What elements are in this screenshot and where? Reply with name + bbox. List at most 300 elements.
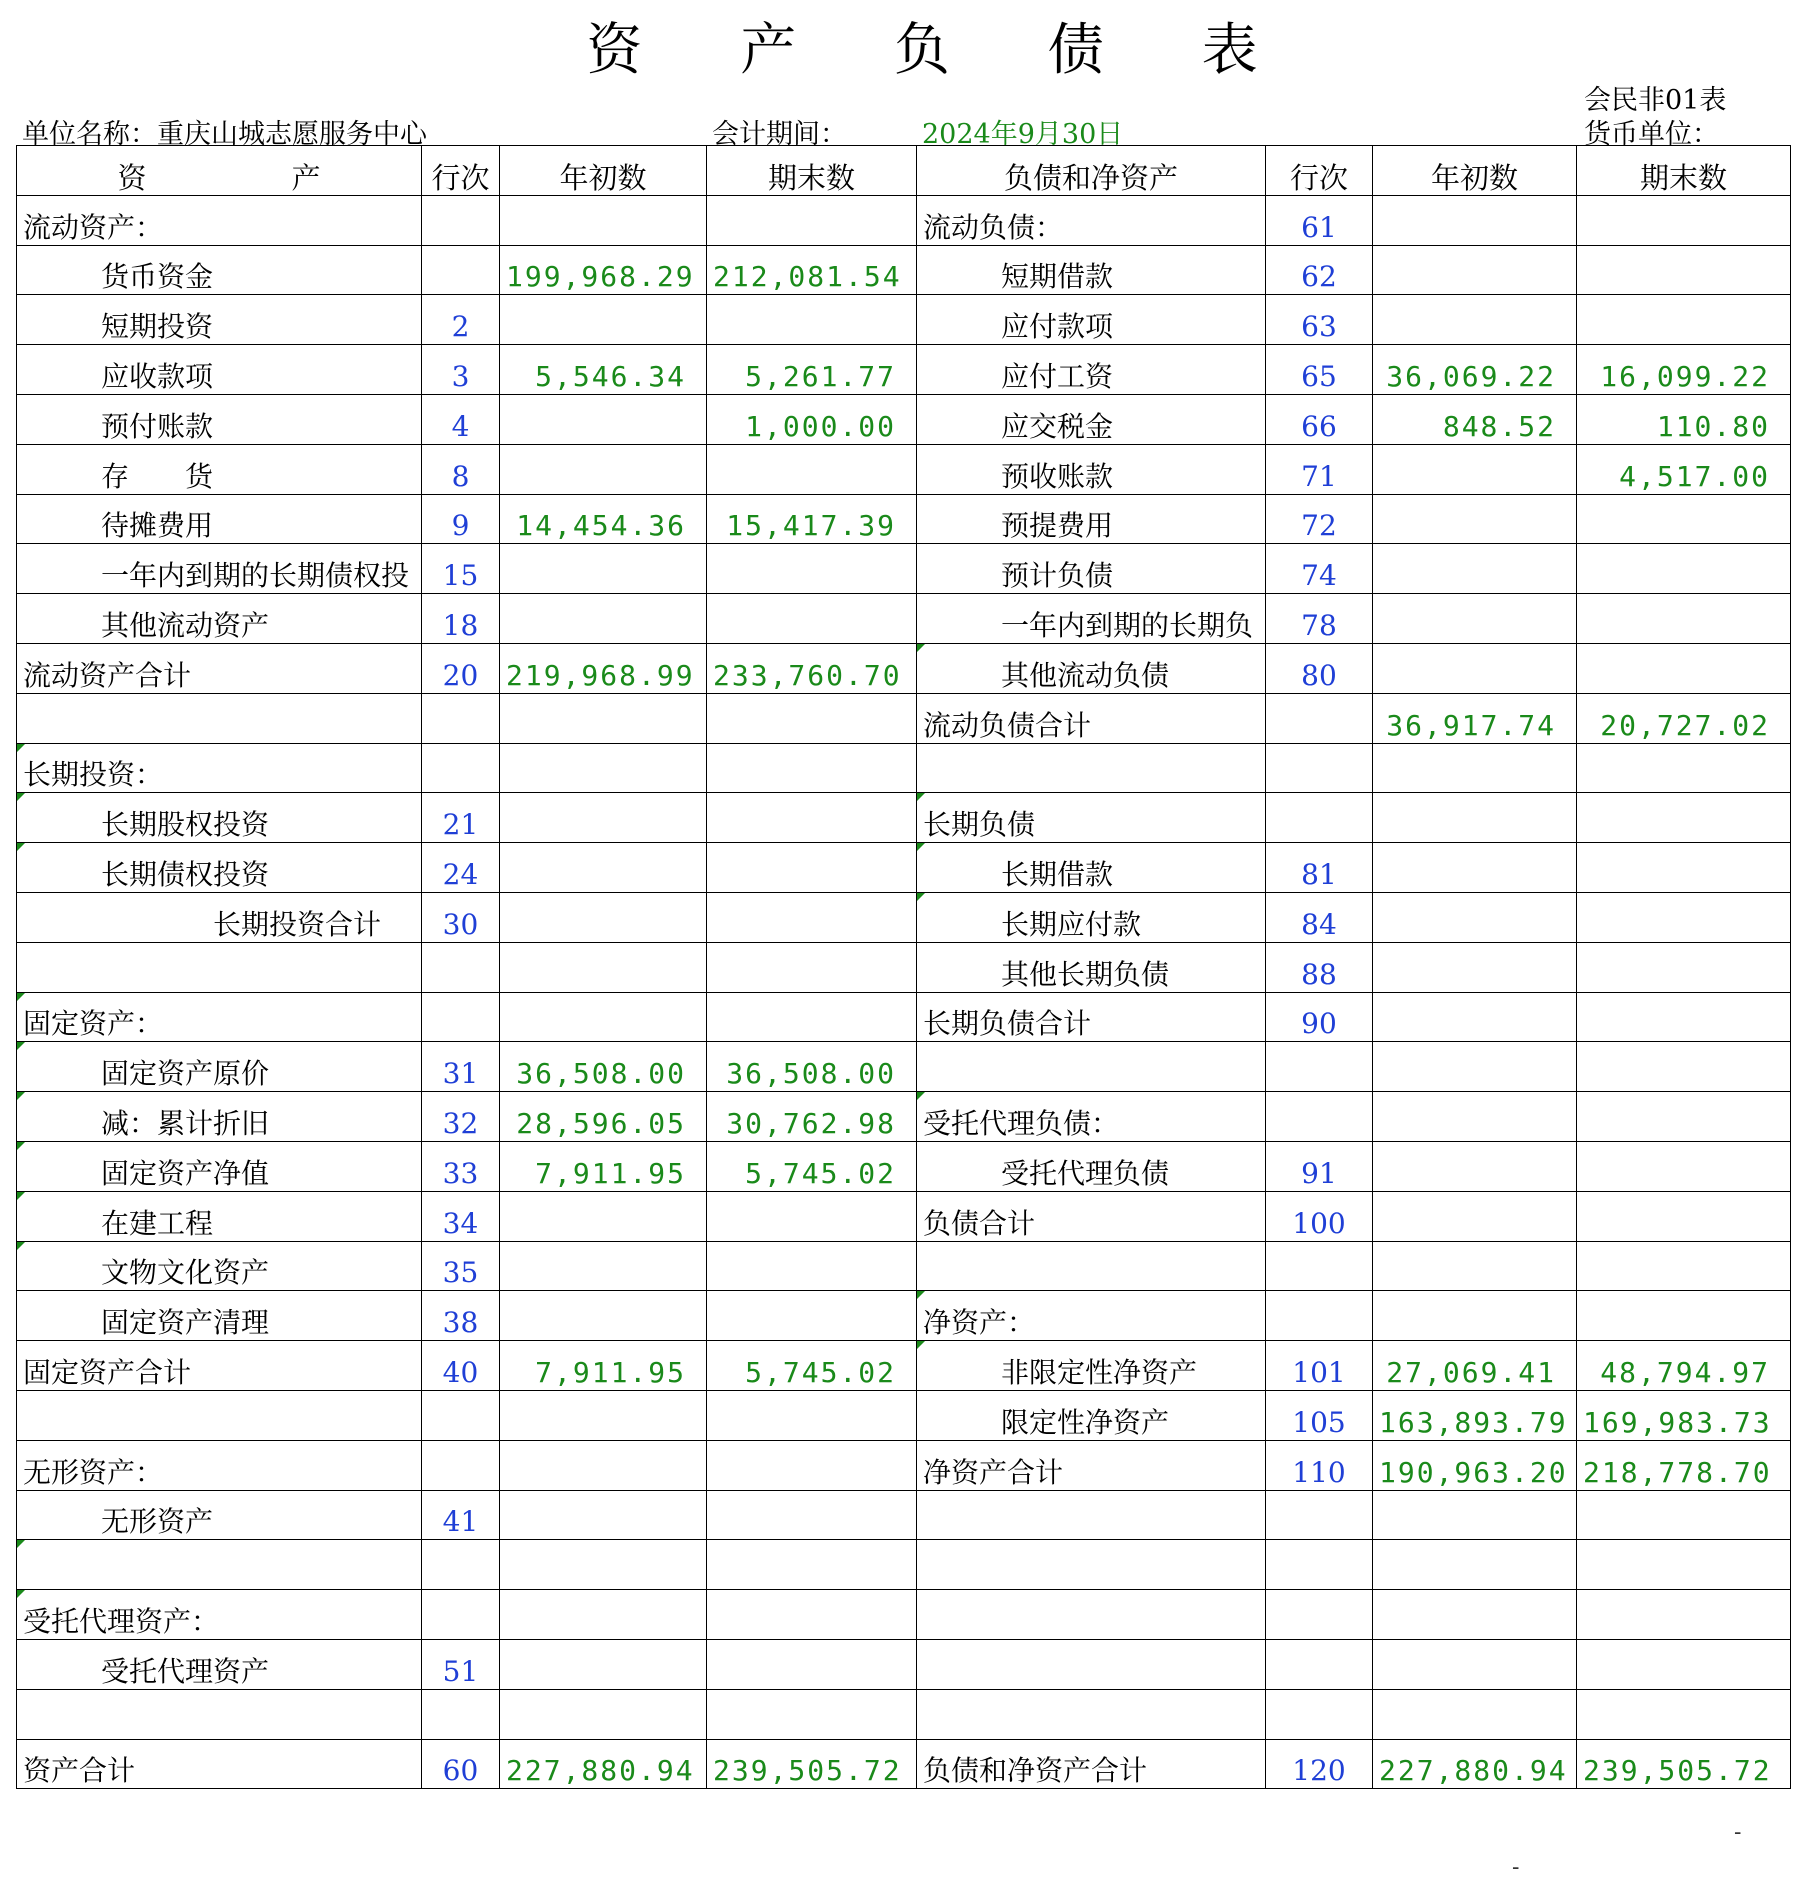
- asset-end: [707, 843, 917, 893]
- liability-begin: 190,963.20: [1373, 1440, 1577, 1490]
- liability-begin: [1373, 843, 1577, 893]
- asset-item: [17, 1540, 422, 1590]
- asset-end: [707, 693, 917, 743]
- liability-begin: [1373, 1590, 1577, 1640]
- liability-row-no: [1266, 1241, 1373, 1291]
- liability-row-no: [1266, 693, 1373, 743]
- liability-begin: [1373, 245, 1577, 295]
- table-row: [17, 643, 1791, 693]
- liability-end: 4,517.00: [1577, 444, 1791, 494]
- asset-end: [707, 793, 917, 843]
- liability-row-no: [1266, 793, 1373, 843]
- asset-row-no: 18: [422, 594, 500, 644]
- table-row: [17, 1191, 1791, 1241]
- liability-end: [1577, 1291, 1791, 1341]
- asset-end: [707, 1590, 917, 1640]
- asset-begin: [500, 594, 707, 644]
- asset-row-no: 30: [422, 892, 500, 942]
- asset-row-no: 20: [422, 643, 500, 693]
- asset-row-no: [422, 942, 500, 992]
- liability-end: [1577, 992, 1791, 1042]
- liability-begin: [1373, 992, 1577, 1042]
- liability-row-no: 110: [1266, 1440, 1373, 1490]
- asset-begin: [500, 544, 707, 594]
- asset-begin: 7,911.95: [500, 1341, 707, 1391]
- liability-begin: [1373, 494, 1577, 544]
- liability-begin: [1373, 1291, 1577, 1341]
- liability-row-no: [1266, 743, 1373, 793]
- table-row: [17, 793, 1791, 843]
- table-row: [17, 394, 1791, 444]
- liability-row-no: 90: [1266, 992, 1373, 1042]
- asset-row-no: 32: [422, 1092, 500, 1142]
- liability-begin: 36,917.74: [1373, 693, 1577, 743]
- liability-row-no: 80: [1266, 643, 1373, 693]
- asset-row-no: [422, 1590, 500, 1640]
- table-row: [17, 1540, 1791, 1590]
- asset-end: [707, 1689, 917, 1739]
- asset-row-no: [422, 693, 500, 743]
- asset-row-no: 35: [422, 1241, 500, 1291]
- liability-end: [1577, 743, 1791, 793]
- asset-begin: [500, 195, 707, 245]
- liability-begin: 848.52: [1373, 394, 1577, 444]
- table-row: [17, 1241, 1791, 1291]
- table-row: [17, 892, 1791, 942]
- asset-item: 在建工程: [17, 1191, 422, 1241]
- asset-begin: [500, 743, 707, 793]
- asset-item: 存 货: [17, 444, 422, 494]
- liability-row-no: [1266, 1092, 1373, 1142]
- liability-item: 受托代理负债：: [917, 1092, 1266, 1142]
- asset-begin: 28,596.05: [500, 1092, 707, 1142]
- liability-item: 应付款项: [917, 295, 1266, 345]
- table-row: [17, 245, 1791, 295]
- liability-begin: [1373, 1639, 1577, 1689]
- liability-row-no: 78: [1266, 594, 1373, 644]
- liability-end: [1577, 1689, 1791, 1739]
- asset-row-no: 34: [422, 1191, 500, 1241]
- liability-item: 负债合计: [917, 1191, 1266, 1241]
- asset-end: [707, 444, 917, 494]
- asset-item: 受托代理资产: [17, 1639, 422, 1689]
- period-label: 会计期间：: [712, 119, 847, 150]
- asset-end: 1,000.00: [707, 394, 917, 444]
- liability-begin: [1373, 1490, 1577, 1540]
- liability-item: 应交税金: [917, 394, 1266, 444]
- asset-begin: [500, 1639, 707, 1689]
- liability-end: 48,794.97: [1577, 1341, 1791, 1391]
- asset-begin: [500, 1689, 707, 1739]
- asset-item: 预付账款: [17, 394, 422, 444]
- header-row-no-2: 行次: [1266, 146, 1373, 196]
- header-end-2: 期末数: [1577, 146, 1791, 196]
- asset-begin: [500, 394, 707, 444]
- liability-end: [1577, 1191, 1791, 1241]
- liability-item: 一年内到期的长期负: [917, 594, 1266, 644]
- liability-item: 长期负债: [917, 793, 1266, 843]
- asset-item: 受托代理资产：: [17, 1590, 422, 1640]
- asset-begin: [500, 1241, 707, 1291]
- asset-item: 流动资产合计: [17, 643, 422, 693]
- table-row: [17, 1092, 1791, 1142]
- asset-item: 长期股权投资: [17, 793, 422, 843]
- liability-end: 239,505.72: [1577, 1739, 1791, 1789]
- liability-row-no: 120: [1266, 1739, 1373, 1789]
- liability-row-no: [1266, 1042, 1373, 1092]
- liability-begin: [1373, 594, 1577, 644]
- liability-item: 短期借款: [917, 245, 1266, 295]
- liability-end: [1577, 942, 1791, 992]
- table-row: [17, 1689, 1791, 1739]
- asset-begin: 219,968.99: [500, 643, 707, 693]
- asset-item: 长期投资：: [17, 743, 422, 793]
- asset-begin: [500, 1440, 707, 1490]
- liability-row-no: 66: [1266, 394, 1373, 444]
- asset-row-no: 2: [422, 295, 500, 345]
- asset-begin: 7,911.95: [500, 1141, 707, 1191]
- table-row: [17, 1440, 1791, 1490]
- asset-end: [707, 992, 917, 1042]
- asset-row-no: [422, 245, 500, 295]
- table-row: [17, 743, 1791, 793]
- asset-row-no: 33: [422, 1141, 500, 1191]
- asset-row-no: 3: [422, 345, 500, 395]
- asset-item: 减：累计折旧: [17, 1092, 422, 1142]
- asset-item: [17, 942, 422, 992]
- asset-end: 30,762.98: [707, 1092, 917, 1142]
- table-row: [17, 544, 1791, 594]
- table-row: [17, 693, 1791, 743]
- header-begin-2: 年初数: [1373, 146, 1577, 196]
- asset-row-no: [422, 992, 500, 1042]
- liability-row-no: [1266, 1689, 1373, 1739]
- liability-item: [917, 1042, 1266, 1092]
- liability-item: 受托代理负债: [917, 1141, 1266, 1191]
- asset-begin: 14,454.36: [500, 494, 707, 544]
- liability-end: [1577, 544, 1791, 594]
- asset-begin: [500, 1291, 707, 1341]
- asset-end: 36,508.00: [707, 1042, 917, 1092]
- asset-item: 无形资产: [17, 1490, 422, 1540]
- liability-end: [1577, 195, 1791, 245]
- asset-begin: [500, 693, 707, 743]
- liability-item: 其他流动负债: [917, 643, 1266, 693]
- liability-begin: [1373, 544, 1577, 594]
- asset-begin: [500, 1490, 707, 1540]
- asset-row-no: 41: [422, 1490, 500, 1540]
- asset-item: 固定资产：: [17, 992, 422, 1042]
- asset-row-no: [422, 1689, 500, 1739]
- liability-end: [1577, 1042, 1791, 1092]
- asset-item: 长期投资合计: [17, 892, 422, 942]
- liability-row-no: 100: [1266, 1191, 1373, 1241]
- liability-row-no: 74: [1266, 544, 1373, 594]
- liability-row-no: 91: [1266, 1141, 1373, 1191]
- liability-item: 长期应付款: [917, 892, 1266, 942]
- asset-end: [707, 892, 917, 942]
- table-row: [17, 1739, 1791, 1789]
- table-row: [17, 494, 1791, 544]
- table-row: [17, 843, 1791, 893]
- asset-row-no: 9: [422, 494, 500, 544]
- asset-item: 一年内到期的长期债权投: [17, 544, 422, 594]
- asset-end: [707, 1191, 917, 1241]
- asset-row-no: 38: [422, 1291, 500, 1341]
- liability-end: [1577, 643, 1791, 693]
- asset-begin: [500, 793, 707, 843]
- asset-item: 固定资产净值: [17, 1141, 422, 1191]
- liability-row-no: 101: [1266, 1341, 1373, 1391]
- report-title: 资 产 负 债 表: [586, 18, 1298, 83]
- table-row: [17, 1341, 1791, 1391]
- liability-begin: [1373, 195, 1577, 245]
- asset-item: 固定资产清理: [17, 1291, 422, 1341]
- liability-end: 16,099.22: [1577, 345, 1791, 395]
- liability-end: [1577, 295, 1791, 345]
- liability-end: 20,727.02: [1577, 693, 1791, 743]
- liability-item: 负债和净资产合计: [917, 1739, 1266, 1789]
- liability-begin: [1373, 295, 1577, 345]
- currency-unit: 货币单位：: [1584, 119, 1719, 150]
- asset-item: 资产合计: [17, 1739, 422, 1789]
- liability-end: 218,778.70: [1577, 1440, 1791, 1490]
- asset-item: 文物文化资产: [17, 1241, 422, 1291]
- liability-end: [1577, 245, 1791, 295]
- asset-item: 流动资产：: [17, 195, 422, 245]
- asset-end: [707, 1291, 917, 1341]
- liability-item: [917, 1241, 1266, 1291]
- asset-end: 239,505.72: [707, 1739, 917, 1789]
- liability-end: [1577, 1141, 1791, 1191]
- table-row: [17, 992, 1791, 1042]
- asset-begin: [500, 1590, 707, 1640]
- liability-end: [1577, 892, 1791, 942]
- liability-item: 预收账款: [917, 444, 1266, 494]
- asset-row-no: [422, 1390, 500, 1440]
- asset-begin: 5,546.34: [500, 345, 707, 395]
- liability-row-no: [1266, 1639, 1373, 1689]
- liability-row-no: [1266, 1590, 1373, 1640]
- liability-end: [1577, 1092, 1791, 1142]
- liability-item: [917, 1689, 1266, 1739]
- asset-item: 应收款项: [17, 345, 422, 395]
- form-code: 会民非01表: [1584, 85, 1727, 116]
- asset-row-no: 40: [422, 1341, 500, 1391]
- liability-row-no: 84: [1266, 892, 1373, 942]
- liability-item: 非限定性净资产: [917, 1341, 1266, 1391]
- liability-begin: 163,893.79: [1373, 1390, 1577, 1440]
- table-row: [17, 942, 1791, 992]
- table-row: [17, 1590, 1791, 1640]
- liability-end: [1577, 843, 1791, 893]
- liability-end: [1577, 1490, 1791, 1540]
- table-row: [17, 1490, 1791, 1540]
- table-row: [17, 1042, 1791, 1092]
- liability-begin: [1373, 1540, 1577, 1590]
- asset-row-no: 24: [422, 843, 500, 893]
- asset-row-no: [422, 1440, 500, 1490]
- liability-end: 110.80: [1577, 394, 1791, 444]
- liability-begin: [1373, 1141, 1577, 1191]
- liability-begin: [1373, 1191, 1577, 1241]
- asset-begin: [500, 1540, 707, 1590]
- asset-end: 212,081.54: [707, 245, 917, 295]
- liability-item: 应付工资: [917, 345, 1266, 395]
- asset-item: 固定资产合计: [17, 1341, 422, 1391]
- footer-mark: -: [1512, 1855, 1520, 1880]
- asset-end: [707, 1440, 917, 1490]
- liability-item: [917, 1540, 1266, 1590]
- asset-row-no: 8: [422, 444, 500, 494]
- table-row: [17, 1390, 1791, 1440]
- liability-end: [1577, 1540, 1791, 1590]
- footer-mark: -: [1734, 1820, 1742, 1845]
- asset-end: [707, 594, 917, 644]
- liability-end: [1577, 1590, 1791, 1640]
- asset-begin: [500, 892, 707, 942]
- liability-begin: 27,069.41: [1373, 1341, 1577, 1391]
- asset-item: 货币资金: [17, 245, 422, 295]
- liability-end: [1577, 1241, 1791, 1291]
- liability-begin: [1373, 1689, 1577, 1739]
- liability-item: 预提费用: [917, 494, 1266, 544]
- asset-end: [707, 544, 917, 594]
- table-row: [17, 345, 1791, 395]
- table-row: [17, 295, 1791, 345]
- table-row: [17, 594, 1791, 644]
- liability-end: 169,983.73: [1577, 1390, 1791, 1440]
- liability-begin: [1373, 743, 1577, 793]
- asset-begin: [500, 1390, 707, 1440]
- asset-end: 5,261.77: [707, 345, 917, 395]
- liability-item: 净资产：: [917, 1291, 1266, 1341]
- liability-row-no: 105: [1266, 1390, 1373, 1440]
- asset-item: [17, 693, 422, 743]
- asset-item: 其他流动资产: [17, 594, 422, 644]
- asset-begin: [500, 843, 707, 893]
- asset-row-no: 31: [422, 1042, 500, 1092]
- liability-item: 限定性净资产: [917, 1390, 1266, 1440]
- period-value: 2024年9月30日: [922, 119, 1124, 150]
- asset-begin: [500, 295, 707, 345]
- liability-begin: 227,880.94: [1373, 1739, 1577, 1789]
- asset-end: [707, 1540, 917, 1590]
- asset-end: 5,745.02: [707, 1141, 917, 1191]
- asset-begin: [500, 942, 707, 992]
- header-begin: 年初数: [500, 146, 707, 196]
- liability-item: [917, 1639, 1266, 1689]
- liability-begin: [1373, 444, 1577, 494]
- header-liability: 负债和净资产: [917, 146, 1266, 196]
- asset-row-no: 4: [422, 394, 500, 444]
- table-row: [17, 444, 1791, 494]
- asset-row-no: 60: [422, 1739, 500, 1789]
- liability-item: 其他长期负债: [917, 942, 1266, 992]
- asset-item: [17, 1390, 422, 1440]
- asset-row-no: 21: [422, 793, 500, 843]
- liability-item: 净资产合计: [917, 1440, 1266, 1490]
- liability-row-no: [1266, 1291, 1373, 1341]
- liability-end: [1577, 594, 1791, 644]
- asset-item: 固定资产原价: [17, 1042, 422, 1092]
- table-row: [17, 1141, 1791, 1191]
- liability-item: [917, 743, 1266, 793]
- liability-row-no: 61: [1266, 195, 1373, 245]
- liability-item: [917, 1490, 1266, 1540]
- asset-row-no: 15: [422, 544, 500, 594]
- asset-item: 短期投资: [17, 295, 422, 345]
- header-row: [17, 146, 1791, 196]
- asset-end: [707, 1639, 917, 1689]
- table-row: [17, 1639, 1791, 1689]
- asset-end: [707, 195, 917, 245]
- liability-item: 流动负债合计: [917, 693, 1266, 743]
- asset-item: 无形资产：: [17, 1440, 422, 1490]
- liability-begin: [1373, 1241, 1577, 1291]
- header-row-no: 行次: [422, 146, 500, 196]
- unit-name: 单位名称：重庆山城志愿服务中心: [22, 119, 427, 150]
- asset-end: [707, 1241, 917, 1291]
- asset-row-no: [422, 195, 500, 245]
- liability-row-no: 65: [1266, 345, 1373, 395]
- liability-begin: 36,069.22: [1373, 345, 1577, 395]
- asset-end: [707, 942, 917, 992]
- asset-begin: [500, 444, 707, 494]
- asset-begin: 199,968.29: [500, 245, 707, 295]
- asset-begin: [500, 992, 707, 1042]
- liability-item: 预计负债: [917, 544, 1266, 594]
- asset-row-no: [422, 743, 500, 793]
- liability-begin: [1373, 643, 1577, 693]
- liability-end: [1577, 494, 1791, 544]
- asset-end: 15,417.39: [707, 494, 917, 544]
- table-row: [17, 195, 1791, 245]
- asset-end: 5,745.02: [707, 1341, 917, 1391]
- table-row: [17, 1291, 1791, 1341]
- liability-begin: [1373, 793, 1577, 843]
- liability-begin: [1373, 942, 1577, 992]
- liability-begin: [1373, 892, 1577, 942]
- balance-sheet-table: [16, 145, 1791, 1789]
- asset-begin: 36,508.00: [500, 1042, 707, 1092]
- liability-begin: [1373, 1092, 1577, 1142]
- liability-end: [1577, 1639, 1791, 1689]
- asset-end: 233,760.70: [707, 643, 917, 693]
- liability-item: [917, 1590, 1266, 1640]
- asset-end: [707, 295, 917, 345]
- header-asset: 资 产: [17, 146, 422, 196]
- liability-row-no: 62: [1266, 245, 1373, 295]
- header-end: 期末数: [707, 146, 917, 196]
- asset-row-no: 51: [422, 1639, 500, 1689]
- liability-row-no: 72: [1266, 494, 1373, 544]
- liability-item: 长期负债合计: [917, 992, 1266, 1042]
- asset-end: [707, 1390, 917, 1440]
- liability-row-no: 71: [1266, 444, 1373, 494]
- asset-item: 长期债权投资: [17, 843, 422, 893]
- asset-row-no: [422, 1540, 500, 1590]
- asset-item: [17, 1689, 422, 1739]
- liability-row-no: 63: [1266, 295, 1373, 345]
- asset-end: [707, 743, 917, 793]
- asset-begin: [500, 1191, 707, 1241]
- liability-row-no: 88: [1266, 942, 1373, 992]
- asset-end: [707, 1490, 917, 1540]
- liability-row-no: [1266, 1490, 1373, 1540]
- liability-item: 流动负债：: [917, 195, 1266, 245]
- liability-row-no: [1266, 1540, 1373, 1590]
